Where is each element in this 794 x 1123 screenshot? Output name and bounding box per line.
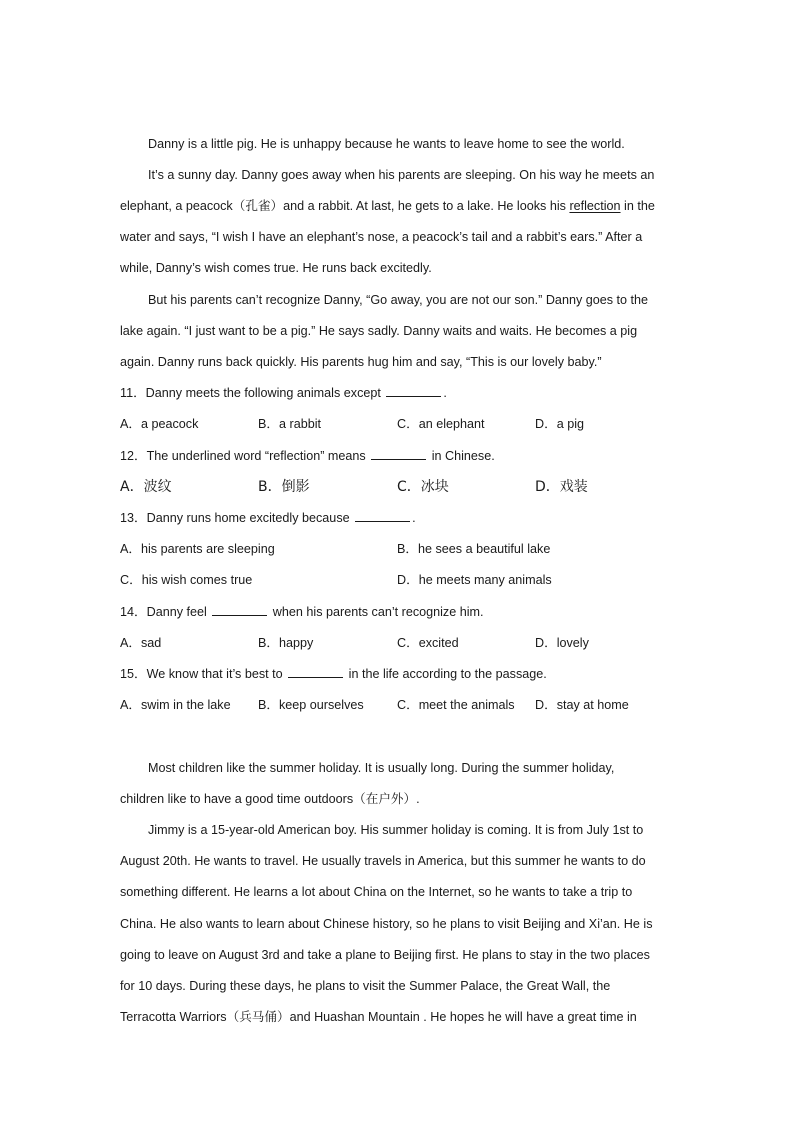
question-15-stem [120, 666, 547, 682]
answer-blank [371, 448, 426, 460]
q12-option-d: D．戏装 [535, 479, 588, 495]
passage2-paragraph1-line2: children like to have a good time outdoors（在户外）. [120, 792, 420, 806]
stem-text: . [443, 386, 447, 400]
q14-option-c: C．excited [397, 636, 459, 650]
passage1-paragraph1: Danny is a little pig. He is unhappy because he wants to leave home to see the world. [148, 137, 625, 151]
q14-option-b: B．happy [258, 636, 314, 650]
q14-option-d: D．lovely [535, 636, 589, 650]
q13-option-a: A．his parents are sleeping [120, 542, 275, 556]
passage2-paragraph2-line3: something different. He learns a lot about China on the Internet, so he wants to take a trip to [120, 885, 633, 899]
q14-option-a: A．sad [120, 636, 162, 650]
stem-text: 15．We know that it’s best to [120, 667, 287, 681]
passage2-paragraph2-line7: Terracotta Warriors（兵马俑）and Huashan Mountain . He hopes he will have a great time in [120, 1010, 637, 1024]
q15-option-b: B．keep ourselves [258, 698, 364, 712]
answer-blank [212, 604, 267, 616]
question-14-stem [120, 604, 484, 620]
q13-option-b: B．he sees a beautiful lake [397, 542, 551, 556]
question-11-stem [120, 385, 447, 401]
passage1-paragraph3-line2: lake again. “I just want to be a pig.” He says sadly. Danny waits and waits. He becomes a pig [120, 324, 638, 338]
passage2-paragraph2-line4: China. He also wants to learn about Chinese history, so he plans to visit Beijing and Xi’an. He is [120, 917, 653, 931]
underlined-word-reflection: reflection [569, 199, 621, 213]
q11-option-a: A．a peacock [120, 417, 199, 431]
q15-option-a: A．swim in the lake [120, 698, 231, 712]
passage1-paragraph3-line3: again. Danny runs back quickly. His parents hug him and say, “This is our lovely baby.” [120, 355, 602, 369]
stem-text: . [412, 511, 416, 525]
stem-text: when his parents can’t recognize him. [269, 605, 484, 619]
q15-option-c: C．meet the animals [397, 698, 515, 712]
q13-option-c: C．his wish comes true [120, 573, 253, 587]
answer-blank [386, 385, 441, 397]
question-13-stem [120, 510, 416, 526]
q11-option-d: D．a pig [535, 417, 584, 431]
passage1-paragraph2-line1: It’s a sunny day. Danny goes away when his parents are sleeping. On his way he meets an [148, 168, 655, 182]
stem-text: 12．The underlined word “reflection” means [120, 449, 370, 463]
passage2-paragraph2-line5: going to leave on August 3rd and take a plane to Beijing first. He plans to stay in the two places [120, 948, 650, 962]
stem-text: in Chinese. [428, 449, 495, 463]
q15-option-d: D．stay at home [535, 698, 629, 712]
text-segment: elephant, a peacock（孔雀）and a rabbit. At last, he gets to a lake. He looks his [120, 199, 570, 213]
answer-blank [288, 666, 343, 678]
passage1-paragraph2-line4: while, Danny’s wish comes true. He runs back excitedly. [120, 261, 432, 275]
q12-option-c: C．冰块 [397, 479, 449, 495]
q11-option-b: B．a rabbit [258, 417, 321, 431]
q12-option-b: B．倒影 [258, 479, 310, 495]
passage2-paragraph2-line2: August 20th. He wants to travel. He usually travels in America, but this summer he wants to do [120, 854, 646, 868]
q13-option-d: D．he meets many animals [397, 573, 552, 587]
stem-text: 14．Danny feel [120, 605, 211, 619]
answer-blank [355, 510, 410, 522]
passage1-paragraph2-line2 [120, 198, 655, 214]
q11-option-c: C．an elephant [397, 417, 485, 431]
passage1-paragraph2-line3: water and says, “I wish I have an elephant’s nose, a peacock’s tail and a rabbit’s ears.” After a [120, 230, 643, 244]
stem-text: 11．Danny meets the following animals except [120, 386, 385, 400]
question-12-stem [120, 448, 495, 464]
passage2-paragraph2-line1: Jimmy is a 15-year-old American boy. His summer holiday is coming. It is from July 1st to [148, 823, 644, 837]
passage2-paragraph1-line1: Most children like the summer holiday. It is usually long. During the summer holiday, [148, 761, 615, 775]
stem-text: in the life according to the passage. [345, 667, 547, 681]
passage2-paragraph2-line6: for 10 days. During these days, he plans to visit the Summer Palace, the Great Wall, the [120, 979, 611, 993]
stem-text: 13．Danny runs home excitedly because [120, 511, 354, 525]
text-segment: in the [620, 199, 655, 213]
q12-option-a: A．波纹 [120, 479, 172, 495]
passage1-paragraph3-line1: But his parents can’t recognize Danny, “Go away, you are not our son.” Danny goes to the [148, 293, 649, 307]
